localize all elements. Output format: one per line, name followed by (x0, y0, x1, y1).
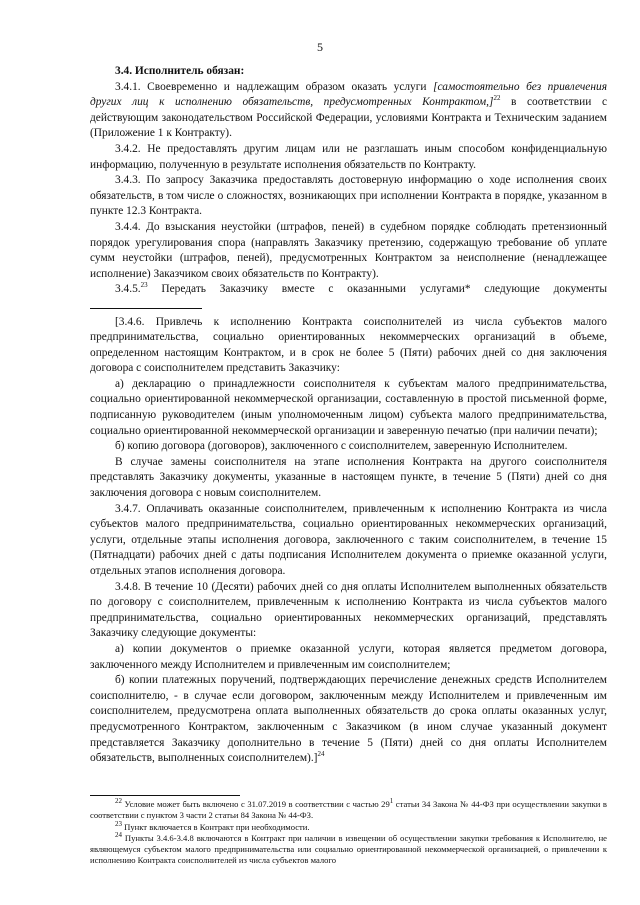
clause-text: 3.4.1. Своевременно и надлежащим образом оказать услуги (115, 80, 434, 93)
clause-3-4-2: 3.4.2. Не предоставлять другим лицам или не разглашать иным способом конфиденциальную информацию, полученную в результате исполнения обязательств по Контракту. (90, 142, 607, 171)
footnote-number: 22 (115, 797, 122, 806)
clause-italic-text: [самостоятельно без привлечения других лиц к исполнению обязательств, предусмотренных Контрактом,] (90, 80, 608, 109)
footnote-23 (90, 819, 607, 833)
clause-3-4-3: 3.4.3. По запросу Заказчика предоставлять достоверную информацию о ходе исполнения своих обязательств, в том числе о сложностях, возникающих при исполнении Контракта в порядке, указанном в пункте 12.3 Контракта. (90, 174, 607, 218)
fill-in-blank (90, 298, 202, 309)
footnote-22 (90, 799, 607, 822)
clause-3-4-6-a: а) декларацию о принадлежности соисполнителя к субъектам малого предпринимательства, социально ориентированной некоммерческой организации, составленную в простой письменной форме, подписанную руководителем (иным уполномоченным лицом) субъекта малого предпринимательства, социально ориентированной некоммерческой организации и заверенную печатью (при наличии печати); (90, 377, 607, 437)
clause-3-4-4: 3.4.4. До взыскания неустойки (штрафов, пеней) в судебном порядке соблюдать претензионный порядок урегулирования спора (направлять Заказчику претензию, содержащую требование об уплате сумм неустойки (штрафов, пеней), предусмотренных Контрактом за неисполнение (ненадлежащее исполнение) Заказчиком своих обязательств по Контракту). (90, 220, 607, 280)
clause-text: в соответствии с действующим законодательством Российской Федерации, условиями Контракта и Техническим заданием (Приложение 1 к Контракту). (90, 96, 607, 140)
footnote-ref: 23 (140, 281, 148, 290)
footnote-24 (90, 833, 607, 867)
document-body (90, 64, 607, 767)
footnotes (90, 799, 607, 867)
clause-3-4-6-replacement: В случае замены соисполнителя на этапе исполнения Контракта на другого соисполнителя представлять Заказчику документы, указанные в настоящем пункте, в течение 5 (Пяти) дней со дня заключения договора с новым соисполнителем. (90, 455, 607, 500)
clause-text: б) копии платежных поручений, подтверждающих перечисление денежных средств Исполнителем соисполнителю, - в случае если договором, заключенным между Исполнителем и привлеченным им соисполнителем, предусмотрена оплата выполненных обязательств до срока оплаты оказанных услуг, предусмотренного Контрактом, заключенным с Заказчиком (в ином случае указанный документ представляется Заказчику дополнительно в течение 5 (Пяти) дней со дня оплаты Исполнителем обязательств, выполненных соисполнителем).] (90, 674, 607, 765)
page-number: 5 (317, 40, 323, 54)
footnote-text: статьи 34 Закона № 44-ФЗ при осуществлении закупки в соответствии с пунктом 3 части 2 статьи 84 Закона № 44-ФЗ. (90, 799, 607, 821)
footnote-ref: 24 (317, 750, 325, 759)
footnote-text: Пункт включается в Контракт при необходимости. (122, 821, 310, 832)
clause-3-4-6-b: б) копию договора (договоров), заключенного с соисполнителем, заверенную Исполнителем. (115, 440, 568, 453)
clause-text: Передать Заказчику вместе с оказанными услугами* следующие документы (147, 283, 607, 296)
clause-3-4-6: [3.4.6. Привлечь к исполнению Контракта соисполнителей из числа субъектов малого предпринимательства, социально ориентированных некоммерческих организаций в объеме, определенном настоящим Контрактом, и в срок не более 5 (Пяти) рабочих дней со дня заключения договора с соисполнителем представить Заказчику: (90, 315, 607, 375)
footnote-text: Пункты 3.4.6-3.4.8 включаются в Контракт при наличии в извещении об осуществлении закупки требования к Исполнителю, не являющемуся субъектом малого предпринимательства или социально ориентированной некоммерческой организацией, о привлечении к исполнению Контракта соисполнителей из числа субъектов малого (90, 832, 607, 866)
footnote-ref: 22 (493, 94, 501, 103)
footnote-number: 23 (115, 819, 122, 828)
section-heading: 3.4. Исполнитель обязан: (115, 65, 245, 77)
footnote-divider (90, 795, 240, 796)
clause-number: 3.4.5. (115, 283, 141, 296)
clause-3-4-5 (90, 282, 607, 314)
clause-3-4-8: 3.4.8. В течение 10 (Десяти) рабочих дней со дня оплаты Исполнителем выполненных обязательств по договору с соисполнителем, привлеченным к исполнению Контракта из числа субъектов малого предпринимательства, социально ориентированных некоммерческих организаций, представлять Заказчику следующие документы: (90, 580, 607, 640)
clause-3-4-8-a: а) копии документов о приемке оказанной услуги, которая является предметом договора, заключенного между Исполнителем и привлеченным им соисполнителем; (90, 642, 607, 671)
clause-3-4-8-b (90, 673, 607, 767)
clause-3-4-1 (90, 80, 607, 142)
footnote-sup: 1 (389, 797, 394, 806)
footnote-text: Условие может быть включено с 31.07.2019 в соответствии с частью 29 (122, 799, 390, 809)
clause-3-4-7: 3.4.7. Оплачивать оказанные соисполнителем, привлеченным к исполнению Контракта из числа субъектов малого предпринимательства, социально ориентированных некоммерческих организаций, услуги, отдельные этапы исполнения договора, заключенного с таким соисполнителем, в течение 15 (Пятнадцати) рабочих дней с даты подписания Исполнителем документа о приемке оказанной услуги, отдельных этапов исполнения договора. (90, 502, 607, 577)
footnote-number: 24 (115, 831, 122, 840)
